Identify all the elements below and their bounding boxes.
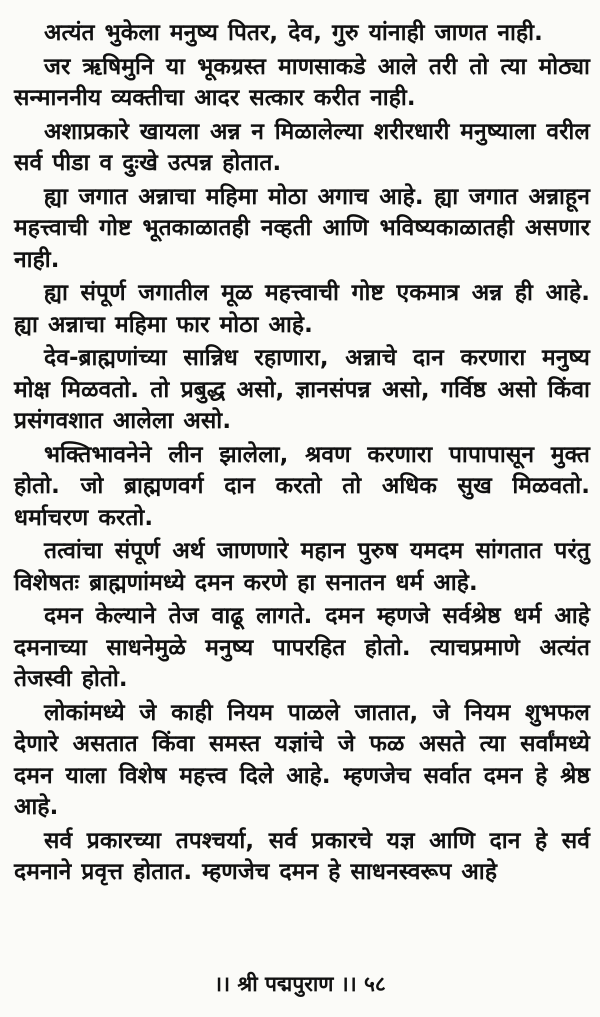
paragraph-6: देव-ब्राह्मणांच्या सान्निध रहाणारा, अन्नाचे दान करणारा मनुष्य मोक्ष मिळवतो. तो प्रबुद्ध असो, ज्ञानसंपन्न असो, गर्विष्ठ असो किंवा प्रसंगवशात आलेला असो.: [14, 345, 590, 434]
page-footer: ।। श्री पद्मपुराण ।। ५८: [214, 972, 386, 996]
paragraph-4: ह्या जगात अन्नाचा महिमा मोठा अगाच आहे. ह्या जगात अन्नाहून महत्त्वाची गोष्ट भूतकाळातही नव्हती आणि भविष्यकाळातही असणार नाही.: [14, 183, 590, 273]
paragraph-2: जर ऋषिमुनि या भूकग्रस्त माणसाकडे आले तरी तो त्या मोठ्या सन्माननीय व्यक्तीचा आदर सत्कार करीत नाही.: [14, 53, 590, 111]
paragraph-10: लोकांमध्ये जे काही नियम पाळले जातात, जे नियम शुभफल देणारे असतात किंवा समस्त यज्ञांचे जे फळ असते त्या सर्वांमध्ये दमन याला विशेष महत्त्व दिले आहे. म्हणजेच सर्वात दमन हे श्रेष्ठ आहे.: [14, 699, 590, 820]
paragraph-9: दमन केल्याने तेज वाढू लागते. दमन म्हणजे सर्वश्रेष्ठ धर्म आहे दमनाच्या साधनेमुळे मनुष्य पापरहित होतो. त्याचप्रमाणे अत्यंत तेजस्वी होतो.: [14, 603, 590, 692]
paragraph-11: सर्व प्रकारच्या तपश्चर्या, सर्व प्रकारचे यज्ञ आणि दान हे सर्व दमनाने प्रवृत्त होतात. म्हणजेच दमन हे साधनस्वरूप आहे: [14, 827, 590, 885]
paragraph-7: भक्तिभावनेने लीन झालेला, श्रवण करणारा पापापासून मुक्त होतो. जो ब्राह्मणवर्ग दान करतो तो अधिक सुख मिळवतो. धर्माचरण करतो.: [14, 441, 590, 531]
paragraph-8: तत्वांचा संपूर्ण अर्थ जाणणारे महान पुरुष यमदम सांगतात परंतु विशेषतः ब्राह्मणांमध्ये दमन करणे हा सनातन धर्म आहे.: [14, 538, 590, 596]
paragraph-5: ह्या संपूर्ण जगातील मूळ महत्त्वाची गोष्ट एकमात्र अन्न ही आहे. ह्या अन्नाचा महिमा फार मोठा आहे.: [14, 280, 590, 338]
paragraph-1: अत्यंत भुकेला मनुष्य पितर, देव, गुरु यांनाही जाणत नाही.: [44, 20, 543, 46]
paragraph-3: अशाप्रकारे खायला अन्न न मिळालेल्या शरीरधारी मनुष्याला वरील सर्व पीडा व दुःखे उत्पन्न होतात.: [14, 118, 590, 176]
